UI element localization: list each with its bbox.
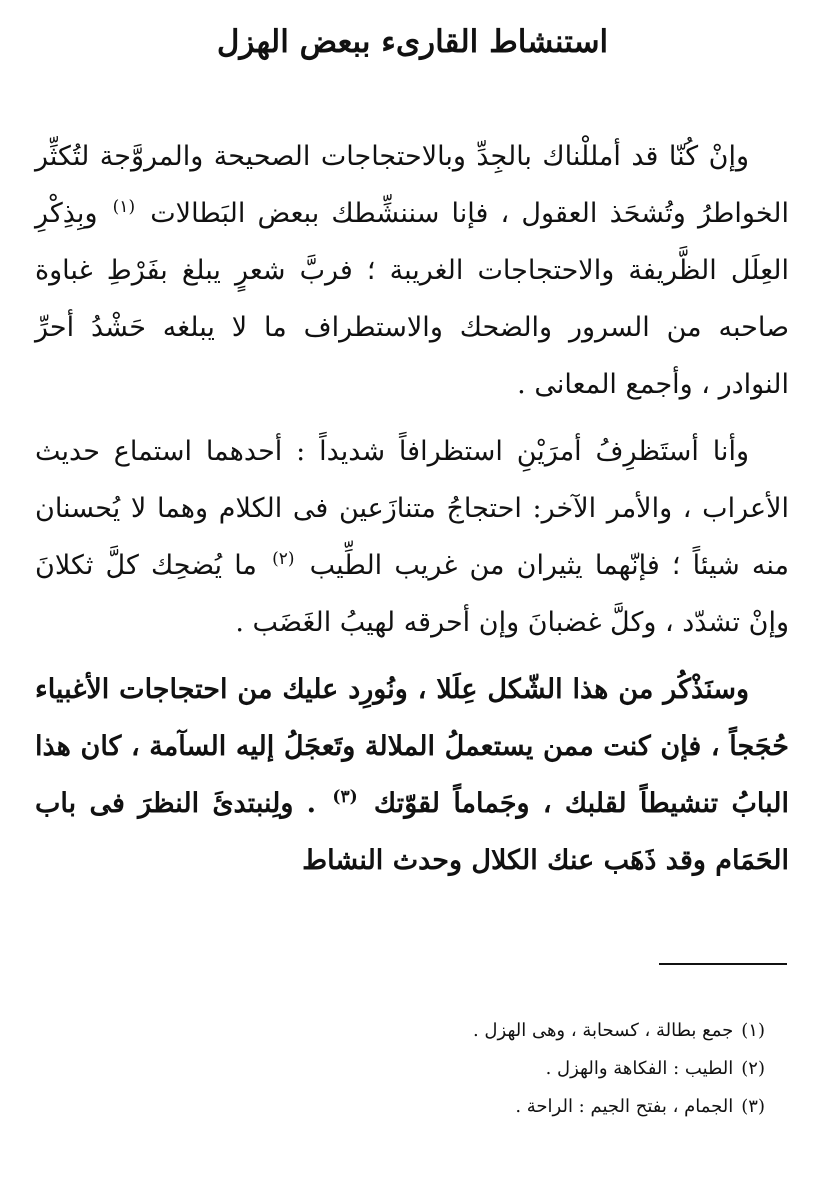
footnote-number: (١) [741,1020,765,1041]
footnote-1 [65,1012,765,1050]
footnote-text: جمع بطالة ، كسحابة ، وهى الهزل . [472,1020,734,1041]
footnotes [65,1012,765,1126]
footnote-text: الطيب : الفكاهة والهزل . [545,1058,734,1079]
page-title: استنشاط القارىء ببعض الهزل [216,24,609,60]
footnote-3 [65,1088,765,1126]
body-text [35,128,789,899]
paragraph-text: وأنا أستَظرِفُ أمرَيْنِ استظرافاً شديداً : أحدهما استماع حديث الأعراب ، والأمر الآخر: احتجاجُ متنازَعين فى الكلام وهما لا يُحسنان منه شيئاً ؛ فإنّهما يثيران من غريب الطِّيب [35,436,790,581]
paragraph-text: ما يُضحِك كلَّ ثكلانَ وإنْ تشدّد ، وكلَّ غضبانَ وإن أحرقه لهيبُ الغَضَب . [35,550,789,638]
footnote-2 [65,1050,765,1088]
footnote-separator [659,963,787,965]
footnote-number: (٣) [741,1096,765,1117]
footnote-marker-1: (١) [112,197,136,217]
footnote-marker-2: (٢) [272,549,295,569]
paragraph-text: وسنَذْكُر من هذا الشّكل عِلَلا ، ونُورِد عليك من احتجاجات الأغبياء حُجَجاً ، فإن كنت ممن يستعملُ الملالة وتَعجَلُ إليه السآمة ، كان هذا البابُ تنشيطاً لقلبك ، وجَماماً لقوّتك [35,674,789,819]
paragraph-2 [35,423,789,651]
paragraph-text: . ولِنبتدئَ النظرَ فى باب الحَمَام وقد ذَهَب عنك الكلال وحدث النشاط [35,788,789,876]
paragraph-text: وإنْ كُنّا قد أمللْناك بالجِدِّ وبالاحتجاجات الصحيحة والمروَّجة لتُكثِّر الخواطرُ وتُشحَذ العقول ، فإنا سننشِّطك ببعض البَطالات [35,141,789,229]
footnote-text: الجمام ، بفتح الجيم : الراحة . [515,1096,734,1117]
footnote-marker-3: (٣) [332,787,358,807]
footnote-number: (٢) [741,1058,765,1079]
paragraph-text: وبِذِكْرِ العِلَل الظَّريفة والاحتجاجات الغريبة ؛ فربَّ شعرٍ يبلغ بفَرْطِ غباوة صاحبه من السرور والضحك والاستطراف ما لا يبلغه حَشْدُ أحرِّ النوادر ، وأجمع المعانى . [35,198,789,400]
paragraph-1 [35,128,789,413]
paragraph-3 [35,661,789,889]
